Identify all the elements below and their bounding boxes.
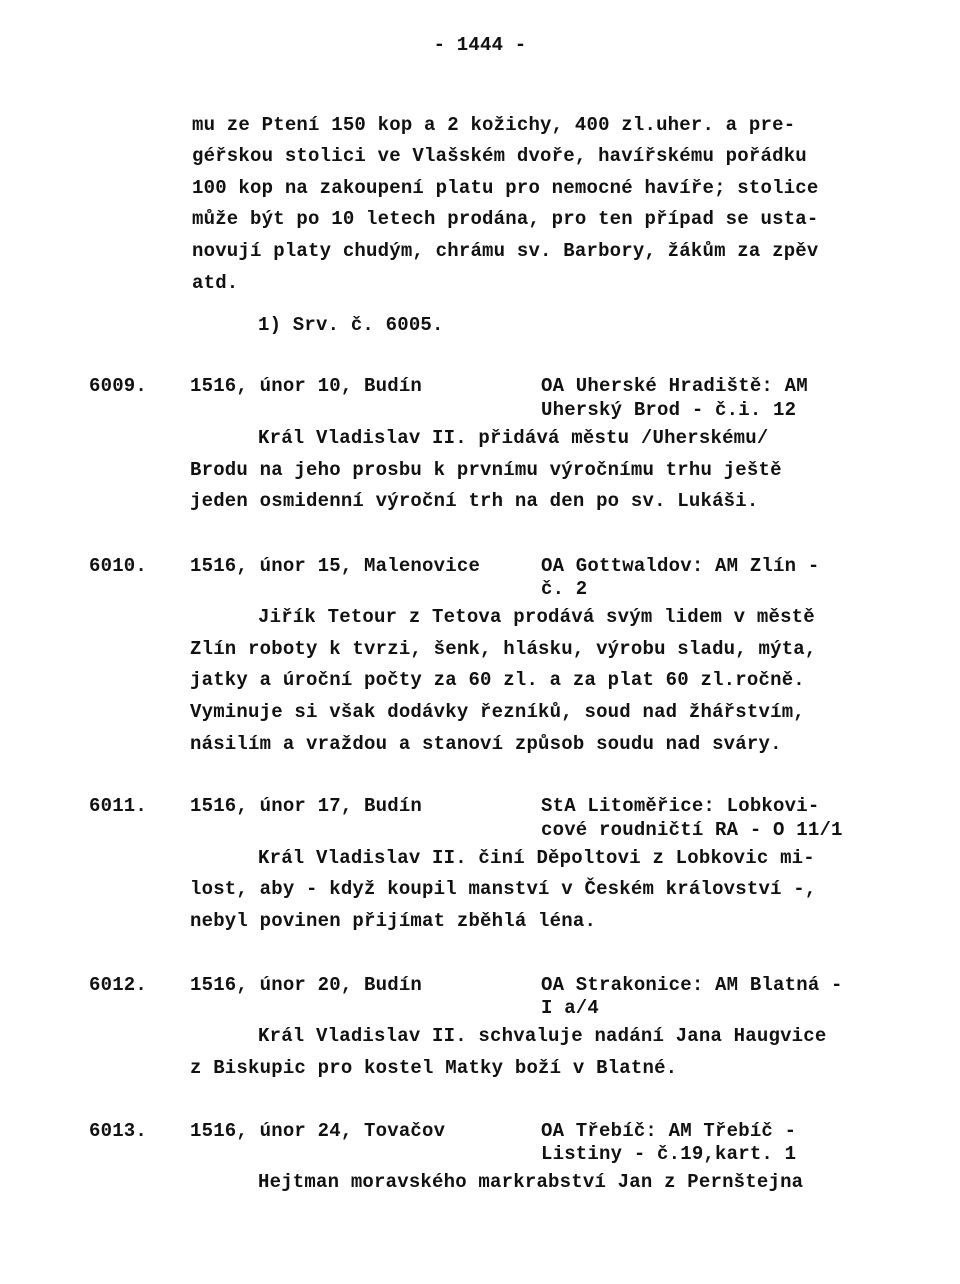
- entry-date-place: 1516, únor 20, Budín: [190, 974, 423, 996]
- entry-body-line: Král Vladislav II. přidává městu /Uherskému/: [258, 427, 769, 449]
- entry-body-line: z Biskupic pro kostel Matky boží v Blatné.: [190, 1057, 678, 1079]
- footnote: 1) Srv. č. 6005.: [258, 314, 444, 336]
- entry-source-line: OA Uherské Hradiště: AM: [541, 375, 808, 397]
- entry-date-place: 1516, únor 15, Malenovice: [190, 555, 481, 577]
- intro-line: novují platy chudým, chrámu sv. Barbory, žákům za zpěv: [192, 240, 819, 262]
- entry-date-place: 1516, únor 24, Tovačov: [190, 1120, 446, 1142]
- entry-source-line: OA Strakonice: AM Blatná -: [541, 974, 843, 996]
- entry-body-line: Král Vladislav II. činí Děpoltovi z Lobkovic mi-: [258, 847, 815, 869]
- entry-number: 6009.: [89, 375, 148, 397]
- page-number: - 1444 -: [433, 34, 527, 56]
- entry-source-line: č. 2: [541, 578, 588, 600]
- entry-source-line: Uherský Brod - č.i. 12: [541, 399, 797, 421]
- entry-body-line: násilím a vraždou a stanoví způsob soudu nad sváry.: [190, 733, 782, 755]
- entry-date-place: 1516, únor 17, Budín: [190, 795, 423, 817]
- entry-body-line: Král Vladislav II. schvaluje nadání Jana Haugvice: [258, 1025, 827, 1047]
- entry-body-line: Brodu na jeho prosbu k prvnímu výročnímu trhu ještě: [190, 459, 782, 481]
- intro-line: mu ze Ptení 150 kop a 2 kožichy, 400 zl.uher. a pre-: [192, 114, 796, 136]
- entry-source-line: StA Litoměřice: Lobkovi-: [541, 795, 820, 817]
- intro-line: géřskou stolici ve Vlašském dvoře, havířskému pořádku: [192, 145, 807, 167]
- intro-line: může být po 10 letech prodána, pro ten případ se usta-: [192, 208, 819, 230]
- entry-source-line: cové roudničtí RA - O 11/1: [541, 819, 843, 841]
- entry-number: 6011.: [89, 795, 148, 817]
- entry-source-line: Listiny - č.19,kart. 1: [541, 1143, 797, 1165]
- intro-line: atd.: [192, 272, 239, 294]
- entry-source-line: OA Gottwaldov: AM Zlín -: [541, 555, 820, 577]
- intro-line: 100 kop na zakoupení platu pro nemocné havíře; stolice: [192, 177, 819, 199]
- entry-body-line: nebyl povinen přijímat zběhlá léna.: [190, 910, 597, 932]
- entry-number: 6010.: [89, 555, 148, 577]
- entry-source-line: OA Třebíč: AM Třebíč -: [541, 1120, 797, 1142]
- entry-body-line: Hejtman moravského markrabství Jan z Pernštejna: [258, 1171, 804, 1193]
- entry-body-line: Zlín roboty k tvrzi, šenk, hlásku, výrobu sladu, mýta,: [190, 638, 817, 660]
- entry-number: 6013.: [89, 1120, 148, 1142]
- entry-body-line: Jiřík Tetour z Tetova prodává svým lidem v městě: [258, 606, 815, 628]
- entry-date-place: 1516, únor 10, Budín: [190, 375, 423, 397]
- entry-body-line: jatky a úroční počty za 60 zl. a za plat 60 zl.ročně.: [190, 669, 805, 691]
- entry-body-line: Vyminuje si však dodávky řezníků, soud nad žhářstvím,: [190, 701, 805, 723]
- entry-number: 6012.: [89, 974, 148, 996]
- entry-body-line: lost, aby - když koupil manství v Českém království -,: [190, 878, 817, 900]
- entry-source-line: I a/4: [541, 997, 600, 1019]
- entry-body-line: jeden osmidenní výroční trh na den po sv. Lukáši.: [190, 490, 759, 512]
